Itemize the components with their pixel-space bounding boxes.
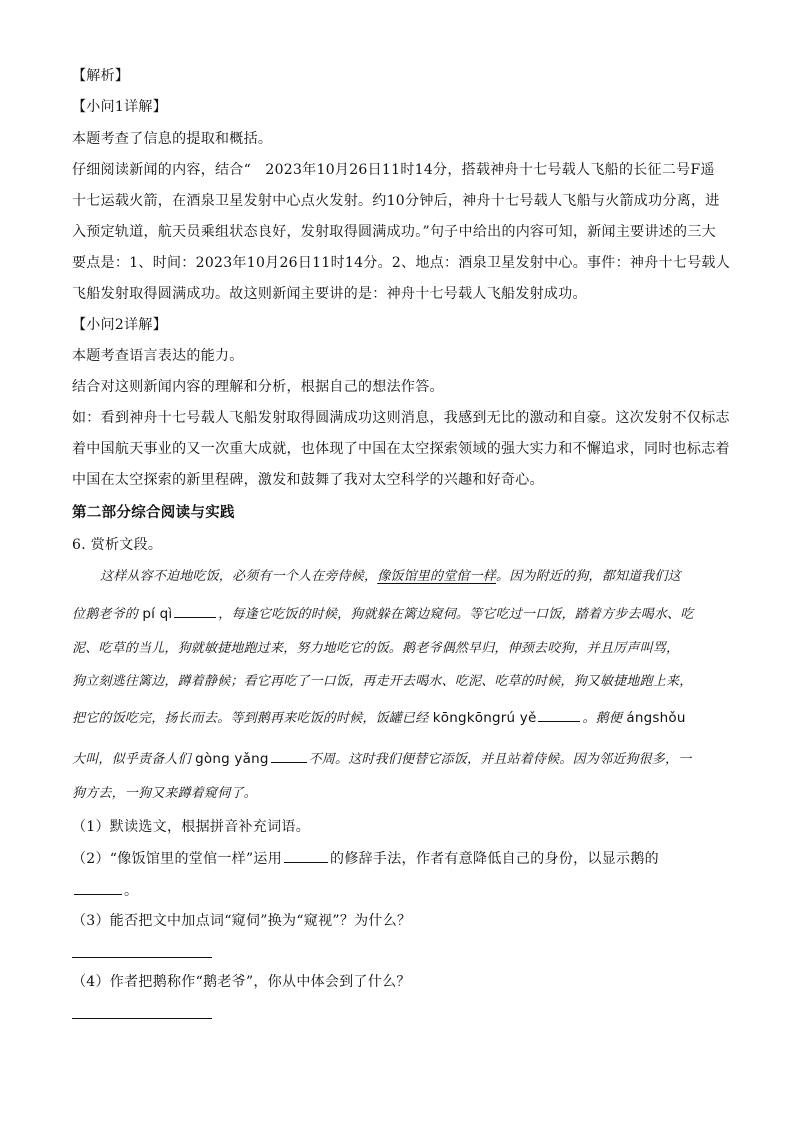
passage-text: 把它的饭吃完，扬长而去。等到鹅再来吃饭的时候，饭罐已经 — [72, 711, 429, 726]
subquestion-2 — [72, 848, 659, 869]
q1-line-3: 十七运载火箭，在酒泉卫星发射中心点火发射。约10分钟后，神舟十七号载人飞船与火箭成功分离，进 — [72, 193, 720, 209]
period: 。 — [124, 883, 139, 899]
passage-line-7: 狗方去，一狗又来蹲着窥伺了。 — [72, 786, 257, 801]
q1-line-6: 飞船发射取得圆满成功。故这则新闻主要讲的是：神舟十七号载人飞船发射成功。 — [72, 286, 587, 302]
pinyin-gongyang: gòng yǎng — [195, 751, 269, 767]
q2-detail-heading: 【小问2详解】 — [72, 317, 168, 333]
subquestion-2-text-b: 的修辞手法，作者有意降低自己的身份，以显示鹅的 — [330, 851, 659, 867]
answer-line-3[interactable] — [72, 957, 212, 958]
q1-line-2: 仔细阅读新闻的内容，结合“ 2023年10月26日11时14分，搭载神舟十七号载人飞船的长征二号F遥 — [72, 162, 715, 178]
passage-line-2 — [72, 603, 694, 625]
q2-line-3: 如：看到神舟十七号载人飞船发射取得圆满成功这则消息，我感到无比的激动和自豪。这次发射不仅标志 — [72, 410, 730, 426]
subquestion-2-text-a: （2）“像饭馆里的堂倌一样”运用 — [72, 851, 283, 867]
subquestion-3: （3）能否把文中加点词“窥伺”换为“窥视”？为什么？ — [72, 913, 412, 929]
pinyin-piqi: pí qì — [142, 606, 173, 622]
passage-text: 大叫，似乎责备人们 — [72, 752, 191, 767]
section-2-title: 第二部分综合阅读与实践 — [72, 505, 235, 521]
passage-text: 。鹅便 — [582, 711, 623, 726]
analysis-heading: 【解析】 — [72, 68, 130, 84]
subquestion-4: （4）作者把鹅称作“鹅老爷”，你从中体会到了什么？ — [72, 974, 411, 990]
passage-line-6 — [72, 748, 691, 770]
q2-line-5: 中国在太空探索的新里程碑，激发和鼓舞了我对太空科学的兴趣和好奇心。 — [72, 472, 544, 488]
passage-text: 这样从容不迫地吃饭，必须有一个人在旁侍候， — [100, 569, 378, 584]
pinyin-kongkongruye: kōngkōngrú yě — [432, 710, 537, 726]
question-6-title: 6. 赏析文段。 — [72, 537, 163, 553]
pinyin-angshou: ángshǒu — [626, 710, 686, 726]
q1-detail-heading: 【小问1详解】 — [72, 99, 168, 115]
fill-blank-2[interactable] — [538, 707, 580, 722]
passage-text: ，每逢它吃饭的时候，狗就躲在篱边窥伺。等它吃过一口饭，踏着方步去喝水、吃 — [218, 607, 694, 622]
passage-line-5 — [72, 707, 686, 729]
passage-line-4: 狗立刻逃往篱边，蹲着静候；看它再吃了一口饭，再走开去喝水、吃泥、吃草的时候，狗又敏捷地跑上来， — [72, 674, 693, 689]
subquestion-2-cont — [72, 880, 138, 901]
fill-blank-1[interactable] — [174, 603, 216, 618]
passage-text: 不周。这时我们便替它添饭，并且站着侍候。因为邻近狗很多，一 — [308, 752, 692, 767]
q2-line-1: 本题考查语言表达的能力。 — [72, 348, 244, 364]
passage-text: 位鹅老爷的 — [72, 607, 139, 622]
q1-line-5: 要点是：1、时间：2023年10月26日11时14分。2、地点：酒泉卫星发射中心。事件：神舟十七号载人 — [72, 255, 730, 271]
fill-blank-3[interactable] — [271, 748, 307, 763]
q1-line-4: 入预定轨道，航天员乘组状态良好，发射取得圆满成功。”句子中给出的内容可知，新闻主要讲述的三大 — [72, 224, 716, 240]
answer-blank-goose[interactable] — [74, 880, 122, 895]
passage-underlined-phrase: 像饭馆里的堂倌一样 — [377, 569, 497, 584]
answer-line-4[interactable] — [72, 1018, 212, 1019]
subquestion-1: （1）默读选文，根据拼音补充词语。 — [72, 819, 311, 835]
passage-line-3: 泥、吃草的当儿，狗就敏捷地跑过来，努力地吃它的饭。鹅老爷偶然早归，伸颈去咬狗，并且厉声叫骂， — [72, 641, 680, 656]
answer-blank-rhetoric[interactable] — [284, 848, 328, 863]
q1-line-1: 本题考查了信息的提取和概括。 — [72, 131, 273, 147]
q2-line-2: 结合对这则新闻内容的理解和分析，根据自己的想法作答。 — [72, 379, 444, 395]
passage-line-1 — [72, 567, 681, 587]
q2-line-4: 着中国航天事业的又一次重大成就，也体现了中国在太空探索领域的强大实力和不懈追求，同时也标志着 — [72, 441, 730, 457]
passage-text: 。因为附近的狗，都知道我们这 — [496, 569, 681, 584]
